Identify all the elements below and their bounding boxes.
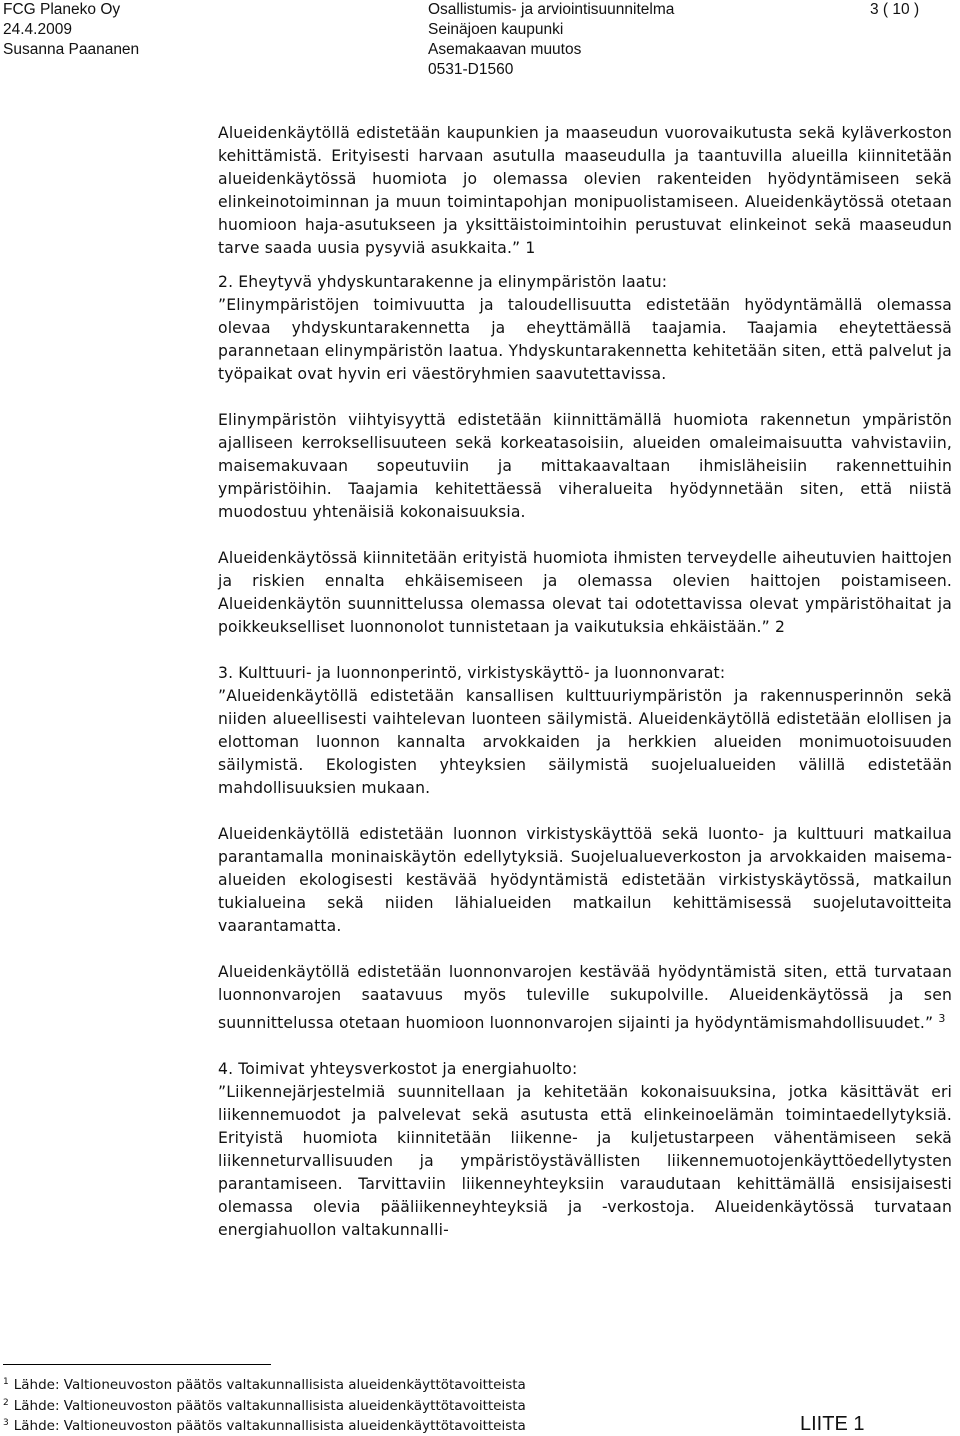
- city-name: Seinäjoen kaupunki: [428, 21, 564, 38]
- document-title: Osallistumis- ja arviointisuunnitelma: [428, 1, 675, 18]
- header-left: [3, 0, 139, 60]
- footnote-ref: 2: [774, 618, 786, 636]
- plan-type: Asemakaavan muutos: [428, 41, 582, 58]
- attachment-label: LIITE 1: [800, 1413, 865, 1435]
- body-text: [218, 122, 952, 1265]
- page-number: 3 ( 10 ): [870, 1, 920, 18]
- author-name: Susanna Paananen: [3, 41, 140, 58]
- section-heading: 3. Kulttuuri- ja luonnonperintö, virkistyskäyttö- ja luonnonvarat:: [218, 664, 726, 682]
- footnote-ref: 3: [938, 1012, 946, 1025]
- header-middle: [428, 0, 674, 80]
- paragraph: Alueidenkäytössä kiinnitetään erityistä huomiota ihmisten terveydelle aiheutuvien haittojen ja riskien ennalta ehkäisemiseen ja olemassa olevien haittojen poistamiseen. Alueidenkäytön suunnittelussa olemassa olevat tai odotettavissa olevat ympäristöhaitat ja poikkeukselliset luonnonolot tunnistetaan ja vaikutuksia ehkäistään.” 2: [218, 549, 952, 636]
- section-4: 4. Toimivat yhteysverkostot ja energiahuolto: ”Liikennejärjestelmiä suunnitellaan ja kehitetään kokonaisuuksina, jotka käsittävät eri liikennemuodot ja palvelevat sekä asutusta että elinkeinoelämän toimintaedellytyksiä. Erityistä huomiota kiinnitetään liikenne- ja kuljetustarpeen vähentämiseen sekä liikenneturvallisuuden ja ympäristöystävällisten liikennemuotojenkäyttöedellytysten parantamiseen. Tarvittaviin liikenneyhteyksiin varaudutaan kehittämällä ensisijaisesti olemassa olevia pääliikenneyhteyksiä ja -verkostoja. Alueidenkäytössä turvataan energiahuollon valtakunnalli-: [218, 1060, 952, 1240]
- document-date: 24.4.2009: [3, 21, 72, 38]
- footnote: $^2$ Lähde: Valtioneuvoston päätös valtakunnallisista alueidenkäyttötavoitteista: [3, 1397, 526, 1414]
- paragraph: Alueidenkäytöllä edistetään luonnonvarojen kestävää hyödyntämistä siten, että turvataan luonnonvarojen saatavuus myös tuleville sukupolville. Alueidenkäytössä ja sen suunnittelussa otetaan huomioon luonnonvarojen sijainti ja hyödyntämismahdollisuudet.” $^3$: [218, 963, 952, 1033]
- company-name: FCG Planeko Oy: [3, 1, 121, 18]
- section-heading: 2. Eheytyvä yhdyskuntarakenne ja elinympäristön laatu:: [218, 273, 668, 291]
- plan-code: 0531-D1560: [428, 61, 514, 78]
- footnote: $^3$ Lähde: Valtioneuvoston päätös valtakunnallisista alueidenkäyttötavoitteista: [3, 1418, 526, 1434]
- footnote: $^1$ Lähde: Valtioneuvoston päätös valtakunnallisista alueidenkäyttötavoitteista: [3, 1377, 526, 1393]
- section-2: 2. Eheytyvä yhdyskuntarakenne ja elinympäristön laatu: ”Elinympäristöjen toimivuutta ja taloudellisuutta edistetään hyödyntämällä olemassa olevaa yhdyskuntarakennetta ja eheyttämällä taajamia. Taajamia eheytettäessä parannetaan elinympäristön laatua. Yhdyskuntarakennetta kehitetään siten, että palvelut ja työpaikat ovat hyvin eri väestöryhmien saavutettavissa.: [218, 273, 952, 383]
- paragraph: Alueidenkäytöllä edistetään kaupunkien ja maaseudun vuorovaikutusta sekä kyläverkoston kehittämistä. Erityisesti harvaan asutulla maaseudulla ja taantuvilla alueilla kiinnitetään alueidenkäytössä huomiota jo olemassa olevien rakenteiden hyödyntämiseen sekä elinkeinotoiminnan ja muun toimintapohjan monipuolistamiseen. Alueidenkäytössä otetaan huomioon haja-asutukseen ja yksittäistoimintoihin perustuvat elinkeinot sekä maaseudun tarve saada uusia pysyviä asukkaita.” 1: [218, 124, 952, 257]
- footnote-ref: 1: [525, 239, 536, 257]
- paragraph: Alueidenkäytöllä edistetään luonnon virkistyskäyttöä sekä luonto- ja kulttuuri matkailua parantamalla moninaiskäytön edellytyksiä. Suojelualueverkoston ja arvokkaiden maisema-alueiden ekologisesti kestävää hyödyntämistä edistetään virkistyskäytössä, matkailun tukialueina sekä niiden lähialueiden matkailun kehittämisessä suojelutavoitteita vaarantamatta.: [218, 825, 952, 935]
- paragraph: Elinympäristön viihtyisyyttä edistetään kiinnittämällä huomiota rakennetun ympäristön ajalliseen kerroksellisuuteen sekä korkeatasoisiin, alueiden omaleimaisuutta vahvistaviin, maisemakuvaan sopeutuviin ja mittakaavaltaan ihmisläheisiin rakennettuihin ympäristöihin. Taajamia kehitettäessä viheralueita hyödynnetään siten, että niistä muodostuu yhtenäisiä kokonaisuuksia.: [218, 411, 952, 521]
- section-heading: 4. Toimivat yhteysverkostot ja energiahuolto:: [218, 1060, 578, 1079]
- section-3: 3. Kulttuuri- ja luonnonperintö, virkistyskäyttö- ja luonnonvarat: ”Alueidenkäytöllä edistetään kansallisen kulttuuriympäristön ja rakennusperinnön sekä niiden alueellisesti vaihtelevan luonteen säilymistä. Alueidenkäytöllä edistetään elollisen ja elottoman luonnon kannalta arvokkaiden ja herkkien alueiden monimuotoisuuden säilymistä. Ekologisten yhteyksien säilymistä suojelualueiden välillä edistetään mahdollisuuksien mukaan.: [218, 664, 952, 797]
- footnote-divider: [3, 1364, 271, 1365]
- footnotes: [3, 1374, 526, 1436]
